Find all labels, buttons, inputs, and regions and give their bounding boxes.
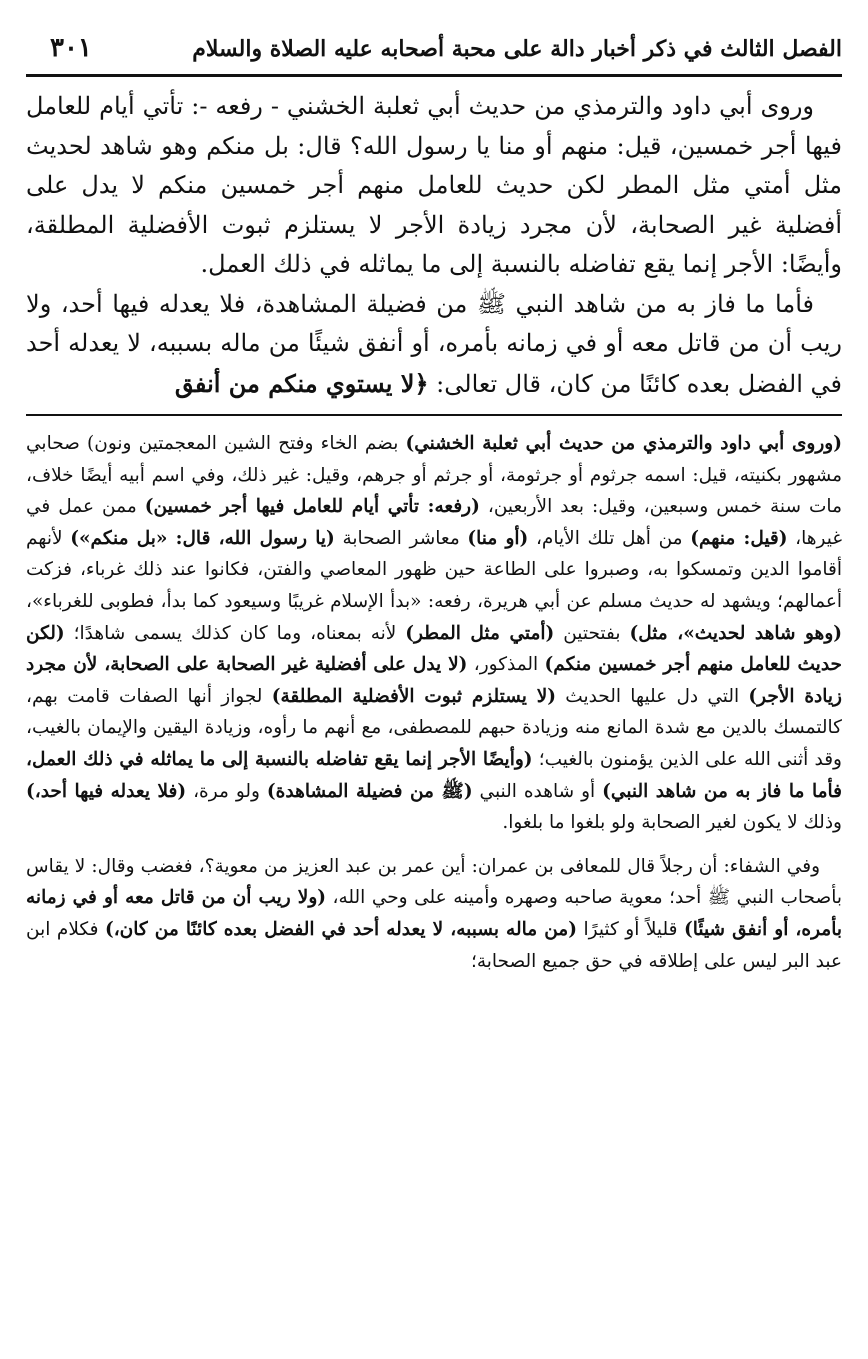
commentary-text: التي دل عليها الحديث: [556, 685, 749, 707]
commentary-text: من أهل تلك الأيام،: [528, 527, 691, 549]
commentary-text: وذلك لا يكون لغير الصحابة ولو بلغوا ما بلغوا.: [502, 812, 842, 834]
commentary-text: فكلام ابن عبد البر ليس على إطلاقه في حق جميع الصحابة؛: [26, 918, 842, 972]
chapter-title: الفصل الثالث في ذكر أخبار دالة على محبة أصحابه عليه الصلاة والسلام: [192, 36, 842, 62]
commentary-lemma: (لا يدل على أفضلية غير الصحابة على الصحابة، لأن مجرد زيادة الأجر): [26, 654, 842, 707]
commentary-text: أو شاهده النبي: [472, 780, 603, 802]
book-page: [26, 30, 842, 1339]
commentary-text: لأنه بمعناه، وما كان كذلك يسمى شاهدًا؛: [64, 622, 406, 644]
commentary-text: المذكور،: [467, 654, 545, 676]
main-text: [26, 87, 842, 404]
main-paragraph-2-text: فأما ما فاز به من شاهد النبي ﷺ من فضيلة المشاهدة، فلا يعدله فيها أحد، ولا ريب أن من قاتل معه أو في زمانه بأمره، أو أنفق شيئًا من ماله بسببه، لا يعدله أحد في الفضل بعده كائنًا من كان، قال تعالى:: [26, 289, 842, 398]
commentary-lemma: (وهو شاهد لحديث»، مثل): [629, 622, 843, 644]
commentary-lemma: (ولا ريب أن من قاتل معه أو في زمانه بأمره، أو أنفق شيئًا): [26, 887, 842, 940]
commentary-text: وفي الشفاء: أن رجلاً قال للمعافى بن عمران: أين عمر بن عبد العزيز من معوية؟، فغضب وقال: لا يقاس بأصحاب النبي ﷺ أحد؛ معوية صاحبه وصهره وأمينه على وحي الله،: [26, 855, 842, 909]
commentary-text: بضم الخاء وفتح الشين المعجمتين ونون) صحابي مشهور بكنيته، قيل: اسمه جرثوم أو جرثومة، أو جرثم أو جرهم، وقيل: غير ذلك، وفي اسم أبيه أيضًا خلاف، مات سنة خمس وسبعين، وقيل: بعد الأربعين،: [26, 433, 842, 518]
commentary-lemma: (لكن حديث للعامل منهم أجر خمسين منكم): [26, 622, 842, 676]
commentary-lemma: (رفعه: تأتي أيام للعامل فيها أجر خمسين): [144, 496, 480, 518]
page-number: ٣٠١: [50, 33, 92, 63]
running-header: [26, 30, 842, 70]
commentary-paragraph-2: [26, 851, 842, 977]
commentary-lemma: (أمتي مثل المطر): [405, 622, 555, 644]
commentary-lemma: (فلا يعدله فيها أحد،): [26, 780, 187, 802]
commentary-lemma: (وروى أبي داود والترمذي من حديث أبي ثعلبة الخشني): [405, 433, 842, 454]
commentary-text: قليلاً أو كثيرًا: [576, 918, 684, 940]
commentary-text: ممن عمل في غيرها،: [26, 496, 843, 549]
commentary-text: لجواز أنها الصفات قامت بهم، كالتمسك بالدين مع شدة المانع منه وزيادة حبهم للمصطفى، مع أنهم ما رأوه، وزيادة اليقين والإيمان بالغيب، وقد أثنى الله على الذين يؤمنون بالغيب؛: [26, 685, 842, 770]
commentary-text: لأنهم أقاموا الدين وتمسكوا به، وصبروا على الطاعة حين ظهور المعاصي والفتن، فكانوا عند ذلك غرباء، فزكت أعمالهم؛ ويشهد له حديث مسلم عن أبي هريرة، رفعه: «بدأ الإسلام غريبًا وسيعود كما بدأ، فطوبى للغرباء»،: [26, 527, 842, 612]
commentary-text: ولو مرة،: [186, 780, 267, 802]
main-paragraph-1: وروى أبي داود والترمذي من حديث أبي ثعلبة الخشني - رفعه -: تأتي أيام للعامل فيها أجر خمسين، قيل: منهم أو منا يا رسول الله؟ قال: بل منكم وهو شاهد لحديث مثل أمتي مثل المطر لكن حديث للعامل منهم أجر خمسين منكم لا يدل على أفضلية غير الصحابة، لأن مجرد زيادة الأجر لا يستلزم ثبوت الأفضلية المطلقة، وأيضًا: الأجر إنما يقع تفاضله بالنسبة إلى ما يماثله في ذلك العمل.: [26, 92, 842, 278]
commentary-lemma: (يا رسول الله، قال: «بل منكم»): [70, 527, 335, 549]
commentary: [26, 428, 842, 977]
commentary-lemma: (من ماله بسببه، لا يعدله أحد في الفضل بعده كائنًا من كان،): [104, 918, 577, 940]
commentary-lemma: (ﷺ من فضيلة المشاهدة): [266, 780, 473, 802]
commentary-rule: [26, 414, 842, 416]
commentary-lemma: (لا يستلزم ثبوت الأفضلية المطلقة): [271, 685, 557, 707]
quran-quote: ﴿لا يستوي منكم من أنفق: [174, 368, 429, 398]
commentary-lemma: (قيل: منهم): [690, 527, 788, 549]
commentary-paragraph-1: [26, 428, 842, 839]
commentary-text: معاشر الصحابة: [334, 527, 468, 549]
commentary-lemma: (وأيضًا الأجر إنما يقع تفاضله بالنسبة إلى ما يماثله في ذلك العمل، فأما ما فاز به من شاهد النبي): [26, 748, 842, 802]
header-rule: [26, 74, 842, 77]
main-paragraph-2: [26, 285, 842, 405]
commentary-text: بفتحتين: [554, 622, 630, 644]
commentary-lemma: (أو منا): [467, 527, 529, 549]
